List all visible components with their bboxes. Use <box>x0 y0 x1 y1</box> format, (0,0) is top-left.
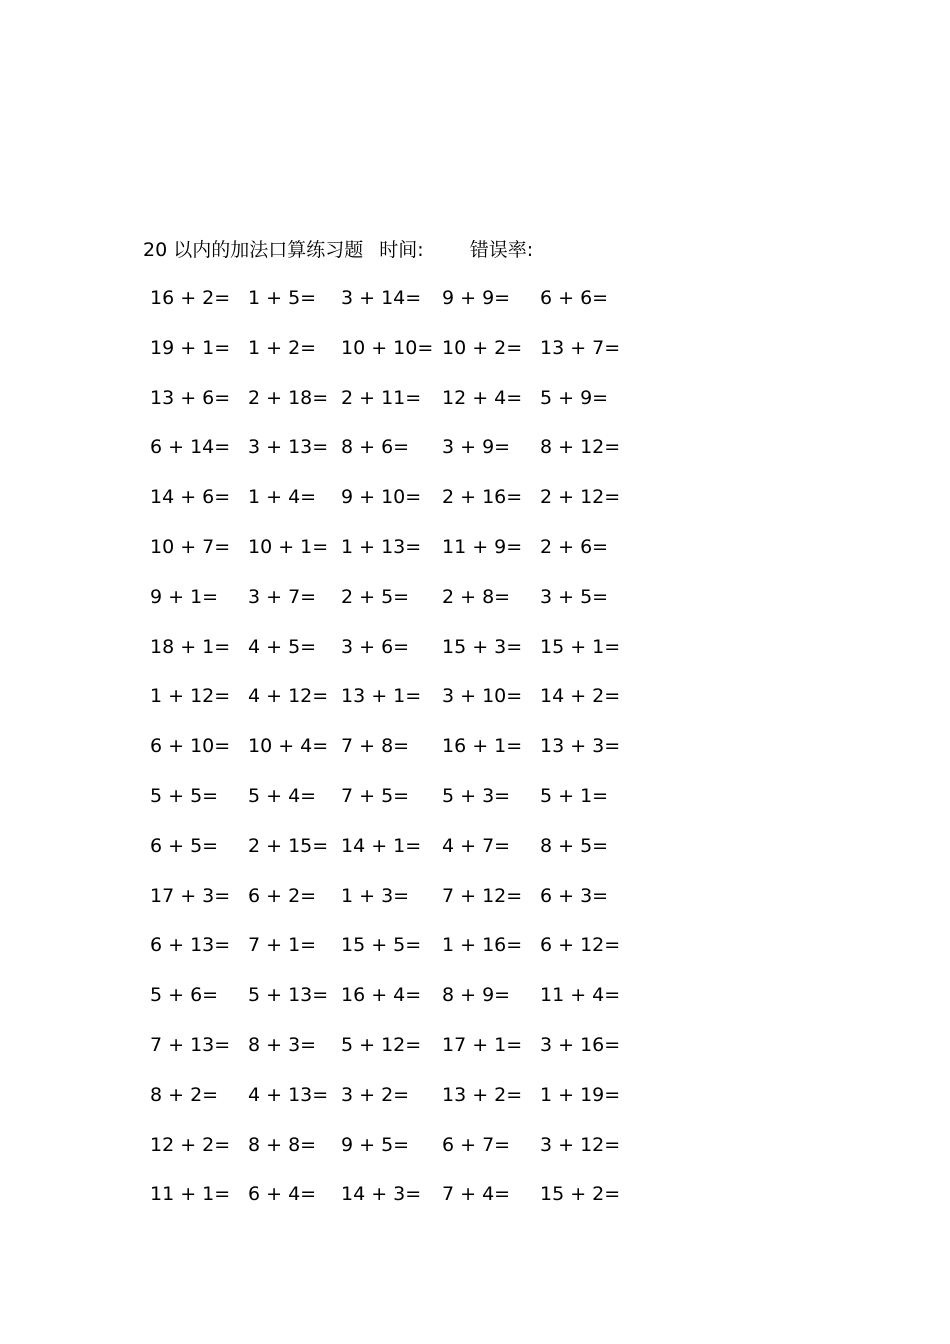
problem-item: 8 + 3= <box>248 1033 317 1056</box>
problem-item: 4 + 12= <box>248 685 329 708</box>
problem-item: 6 + 12= <box>540 934 621 957</box>
problem-row <box>140 1130 660 1180</box>
problem-item: 3 + 16= <box>540 1033 621 1056</box>
problem-row <box>140 980 660 1030</box>
problem-item: 10 + 10= <box>341 336 434 359</box>
problem-item: 2 + 5= <box>341 585 410 608</box>
problem-item: 1 + 3= <box>341 884 410 907</box>
problem-item: 5 + 1= <box>540 784 609 807</box>
problem-item: 5 + 5= <box>150 784 219 807</box>
problem-item: 12 + 2= <box>150 1133 231 1156</box>
problem-item: 5 + 6= <box>150 984 219 1007</box>
problem-item: 7 + 1= <box>248 934 317 957</box>
problem-item: 14 + 3= <box>341 1183 422 1206</box>
problem-item: 8 + 5= <box>540 834 609 857</box>
problem-item: 2 + 11= <box>341 386 422 409</box>
problem-item: 2 + 8= <box>442 585 511 608</box>
problem-item: 15 + 1= <box>540 635 621 658</box>
problem-item: 5 + 3= <box>442 784 511 807</box>
problem-item: 2 + 6= <box>540 535 609 558</box>
problem-item: 4 + 7= <box>442 834 511 857</box>
problem-item: 3 + 2= <box>341 1083 410 1106</box>
problem-item: 2 + 16= <box>442 486 523 509</box>
problem-row <box>140 781 660 831</box>
problem-item: 12 + 4= <box>442 386 523 409</box>
problem-item: 6 + 6= <box>540 287 609 309</box>
problem-item: 7 + 8= <box>341 735 410 758</box>
problem-item: 11 + 4= <box>540 984 621 1007</box>
problem-row <box>140 681 660 731</box>
problem-row <box>140 333 660 383</box>
problem-item: 3 + 12= <box>540 1133 621 1156</box>
problem-item: 14 + 2= <box>540 685 621 708</box>
problem-item: 10 + 7= <box>150 535 231 558</box>
problem-row <box>140 482 660 532</box>
problem-item: 3 + 7= <box>248 585 317 608</box>
time-label: 时间: <box>379 239 424 261</box>
problem-item: 6 + 4= <box>248 1183 317 1206</box>
problem-item: 13 + 2= <box>442 1083 523 1106</box>
problem-item: 6 + 10= <box>150 735 231 758</box>
worksheet-title: 20 以内的加法口算练习题 <box>143 239 364 261</box>
problem-item: 8 + 12= <box>540 436 621 459</box>
problem-item: 5 + 4= <box>248 784 317 807</box>
problem-item: 6 + 14= <box>150 436 231 459</box>
problem-row <box>140 283 660 333</box>
problem-item: 1 + 5= <box>248 287 317 309</box>
problem-item: 6 + 7= <box>442 1133 511 1156</box>
worksheet-header <box>143 234 533 266</box>
problem-item: 3 + 10= <box>442 685 523 708</box>
problem-item: 1 + 2= <box>248 336 317 359</box>
problem-item: 7 + 4= <box>442 1183 511 1206</box>
problem-row <box>140 582 660 632</box>
problem-item: 14 + 6= <box>150 486 231 509</box>
problem-row <box>140 532 660 582</box>
problem-row <box>140 1080 660 1130</box>
problem-item: 16 + 4= <box>341 984 422 1007</box>
problem-item: 9 + 9= <box>442 287 511 309</box>
problem-item: 1 + 12= <box>150 685 231 708</box>
problem-item: 8 + 6= <box>341 436 410 459</box>
problem-item: 10 + 1= <box>248 535 329 558</box>
problem-item: 3 + 14= <box>341 287 422 309</box>
problem-item: 17 + 3= <box>150 884 231 907</box>
problem-item: 2 + 15= <box>248 834 329 857</box>
problem-item: 4 + 5= <box>248 635 317 658</box>
problem-item: 9 + 1= <box>150 585 219 608</box>
problem-item: 17 + 1= <box>442 1033 523 1056</box>
problem-item: 14 + 1= <box>341 834 422 857</box>
problem-item: 2 + 12= <box>540 486 621 509</box>
problem-item: 7 + 12= <box>442 884 523 907</box>
problem-item: 13 + 7= <box>540 336 621 359</box>
problem-item: 8 + 8= <box>248 1133 317 1156</box>
problem-item: 18 + 1= <box>150 635 231 658</box>
problem-item: 5 + 12= <box>341 1033 422 1056</box>
problem-item: 7 + 5= <box>341 784 410 807</box>
problem-item: 16 + 2= <box>150 287 231 309</box>
problem-row <box>140 383 660 433</box>
problem-item: 15 + 3= <box>442 635 523 658</box>
problem-item: 6 + 2= <box>248 884 317 907</box>
problem-item: 3 + 5= <box>540 585 609 608</box>
problem-item: 6 + 3= <box>540 884 609 907</box>
error-rate-label: 错误率: <box>469 239 534 261</box>
problem-item: 16 + 1= <box>442 735 523 758</box>
problem-item: 13 + 6= <box>150 386 231 409</box>
problem-item: 9 + 5= <box>341 1133 410 1156</box>
problem-item: 5 + 9= <box>540 386 609 409</box>
problem-item: 8 + 9= <box>442 984 511 1007</box>
problem-row <box>140 930 660 980</box>
problem-item: 4 + 13= <box>248 1083 329 1106</box>
problem-item: 19 + 1= <box>150 336 231 359</box>
problem-item: 15 + 2= <box>540 1183 621 1206</box>
problem-item: 6 + 13= <box>150 934 231 957</box>
problem-item: 1 + 4= <box>248 486 317 509</box>
problem-item: 10 + 4= <box>248 735 329 758</box>
problem-row <box>140 731 660 781</box>
problem-item: 5 + 13= <box>248 984 329 1007</box>
problem-item: 6 + 5= <box>150 834 219 857</box>
problem-item: 3 + 13= <box>248 436 329 459</box>
problem-item: 11 + 1= <box>150 1183 231 1206</box>
problem-item: 13 + 3= <box>540 735 621 758</box>
problem-item: 3 + 9= <box>442 436 511 459</box>
problem-row <box>140 1030 660 1080</box>
problem-row <box>140 632 660 682</box>
problem-item: 9 + 10= <box>341 486 422 509</box>
problem-grid <box>140 283 660 1229</box>
problem-row <box>140 1179 660 1229</box>
problem-row <box>140 831 660 881</box>
problem-item: 15 + 5= <box>341 934 422 957</box>
problem-item: 3 + 6= <box>341 635 410 658</box>
problem-item: 1 + 13= <box>341 535 422 558</box>
problem-item: 1 + 16= <box>442 934 523 957</box>
problem-item: 1 + 19= <box>540 1083 621 1106</box>
problem-row <box>140 881 660 931</box>
problem-row <box>140 432 660 482</box>
problem-item: 2 + 18= <box>248 386 329 409</box>
problem-item: 10 + 2= <box>442 336 523 359</box>
problem-item: 11 + 9= <box>442 535 523 558</box>
problem-item: 8 + 2= <box>150 1083 219 1106</box>
problem-item: 13 + 1= <box>341 685 422 708</box>
problem-item: 7 + 13= <box>150 1033 231 1056</box>
